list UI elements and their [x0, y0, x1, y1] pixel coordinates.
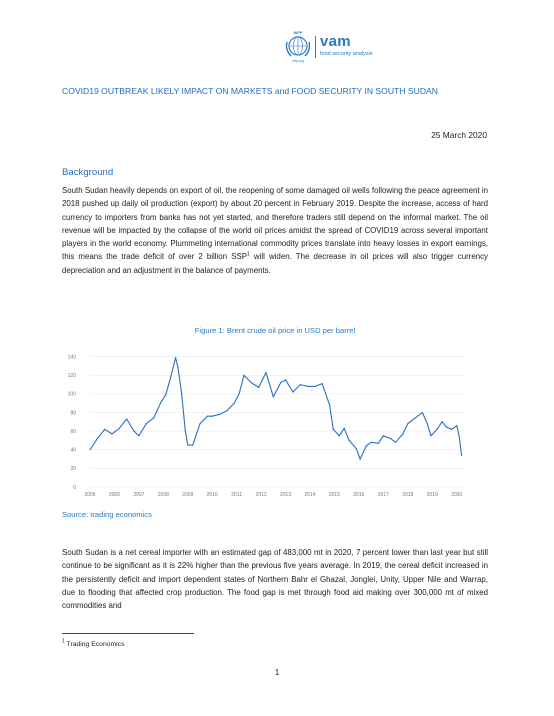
chart-series — [89, 357, 462, 460]
data-point — [251, 382, 252, 383]
data-point — [422, 412, 423, 413]
data-point — [104, 429, 105, 430]
x-tick-label: 2013 — [279, 492, 292, 498]
data-point — [258, 387, 259, 388]
x-tick-label: 2005 — [84, 492, 96, 498]
data-point — [314, 386, 315, 387]
paragraph1-text-after: will widen. The decrease in oil prices will also trigger currency depreciation and an adjustment in the balance of payments. — [62, 252, 489, 275]
data-point — [427, 423, 428, 424]
chart-gridlines — [90, 357, 464, 487]
data-point — [185, 431, 186, 432]
data-point — [207, 416, 208, 417]
data-point — [285, 379, 286, 380]
data-point — [366, 445, 367, 446]
data-point — [344, 428, 345, 429]
y-tick-label: 120 — [67, 373, 76, 380]
data-point — [199, 423, 200, 424]
section-heading-background: Background — [62, 167, 114, 178]
document-title: COVID19 OUTBREAK LIKELY IMPACT ON MARKETS and FOOD SECURITY IN SOUTH SUDAN — [62, 86, 438, 96]
background-paragraph — [62, 184, 488, 277]
x-tick-label: 2010 — [206, 492, 218, 498]
page-number: 1 — [274, 668, 280, 677]
vam-logo — [284, 30, 404, 64]
footnote-text: Trading Economics — [64, 641, 125, 648]
y-tick-label: 100 — [67, 391, 76, 398]
data-point — [111, 433, 112, 434]
data-point — [219, 414, 220, 415]
oil-price-chart — [62, 340, 488, 500]
data-point — [461, 455, 462, 456]
data-point — [349, 440, 350, 441]
data-point — [446, 427, 447, 428]
x-tick-label: 2009 — [182, 492, 194, 498]
x-tick-label: 2011 — [231, 492, 243, 498]
data-point — [356, 448, 357, 449]
data-point — [459, 435, 460, 436]
logo-divider — [315, 36, 316, 58]
paragraph1-text-before: South Sudan heavily depends on export of oil, the reopening of some damaged oil wells following the peace agreement in 2018 pushed up daily oil production (export) by about 20 percent in February 2019. Despite the increase, access of hard currency to importers from banks has not yet started, and therefore traders still depend on the informal market. The oil revenue will be impacted by the collapse of the world oil prices amidst the spread of COVID19 across several important players in the world economy. Plummeting international commodity prices translate into heavy losses in export earnings, this means the trade deficit of over 2 billion SSP — [62, 186, 488, 262]
data-point — [307, 386, 308, 387]
data-point — [273, 396, 274, 397]
data-point — [390, 438, 391, 439]
y-tick-label: 40 — [70, 447, 76, 454]
data-point — [430, 435, 431, 436]
x-tick-label: 2012 — [255, 492, 267, 498]
data-point — [160, 402, 161, 403]
logo-subtitle: food security analysis — [320, 51, 373, 57]
data-point — [383, 435, 384, 436]
y-tick-label: 0 — [73, 484, 76, 491]
x-tick-label: 2007 — [133, 492, 145, 498]
logo-brand: vam — [320, 33, 351, 50]
data-point — [292, 391, 293, 392]
y-tick-label: 140 — [67, 354, 76, 361]
figure-caption: Figure 1: Brent crude oil price in USD per barrel — [194, 326, 356, 335]
data-point — [415, 418, 416, 419]
y-tick-label: 20 — [70, 466, 76, 473]
data-point — [192, 445, 193, 446]
document-date: 25 March 2020 — [431, 130, 487, 140]
data-point — [402, 433, 403, 434]
x-tick-label: 2014 — [304, 492, 316, 498]
footnote — [62, 638, 125, 648]
data-point — [138, 435, 139, 436]
data-point — [170, 377, 171, 378]
data-point — [333, 429, 334, 430]
wfp-emblem-subtext: wfp.org — [292, 59, 304, 63]
footnote-divider — [62, 633, 194, 634]
data-point — [175, 357, 176, 358]
data-point — [378, 443, 379, 444]
x-tick-label: 2018 — [402, 492, 414, 498]
data-point — [97, 438, 98, 439]
data-point — [329, 405, 330, 406]
data-point — [234, 403, 235, 404]
data-point — [126, 418, 127, 419]
data-point — [322, 383, 323, 384]
x-tick-label: 2016 — [353, 492, 365, 498]
data-point — [119, 428, 120, 429]
data-point — [339, 435, 340, 436]
footnote-mark: 1 — [62, 638, 65, 645]
chart-x-ticks — [84, 492, 462, 498]
brent-price-line — [90, 358, 462, 460]
cereal-paragraph: South Sudan is a net cereal importer with an estimated gap of 483,000 mt in 2020, 7 percent lower than last year but still continue to be significant as it is 22% higher than the previous five years average. In 2019, the cereal deficit increased in the persistently deficit and import dependent states of Northern Bahr el Ghazal, Jonglei, Unity, Upper Nile and Warrap, due to flooding that affected crop production. The food gap is met through food aid making over 300,000 mt of mixed commodities and — [62, 548, 488, 611]
data-point — [187, 445, 188, 446]
chart-y-ticks — [68, 354, 77, 490]
data-point — [441, 421, 442, 422]
x-tick-label: 2006 — [108, 492, 121, 498]
data-point — [451, 429, 452, 430]
data-point — [165, 394, 166, 395]
data-point — [212, 416, 213, 417]
data-point — [181, 393, 182, 394]
footnote-reference[interactable]: 1 — [246, 251, 250, 258]
data-point — [239, 393, 240, 394]
data-point — [437, 429, 438, 430]
wfp-emblem-label: WFP — [293, 30, 303, 35]
x-tick-label: 2017 — [377, 492, 389, 498]
data-point — [395, 442, 396, 443]
data-point — [407, 423, 408, 424]
data-point — [456, 425, 457, 426]
chart-source: Source: trading economics — [62, 510, 152, 519]
data-point — [280, 382, 281, 383]
y-tick-label: 80 — [70, 410, 76, 417]
data-point — [360, 459, 361, 460]
data-point — [300, 384, 301, 385]
data-point — [371, 442, 372, 443]
data-point — [146, 423, 147, 424]
data-point — [133, 431, 134, 432]
data-point — [226, 410, 227, 411]
y-tick-label: 60 — [70, 428, 76, 435]
data-point — [153, 418, 154, 419]
data-point — [243, 375, 244, 376]
x-tick-label: 2019 — [426, 492, 438, 498]
data-point — [177, 367, 178, 368]
data-point — [89, 449, 90, 450]
x-tick-label: 2008 — [157, 492, 169, 498]
x-tick-label: 2020 — [451, 492, 463, 498]
data-point — [265, 372, 266, 373]
x-tick-label: 2015 — [328, 492, 341, 498]
